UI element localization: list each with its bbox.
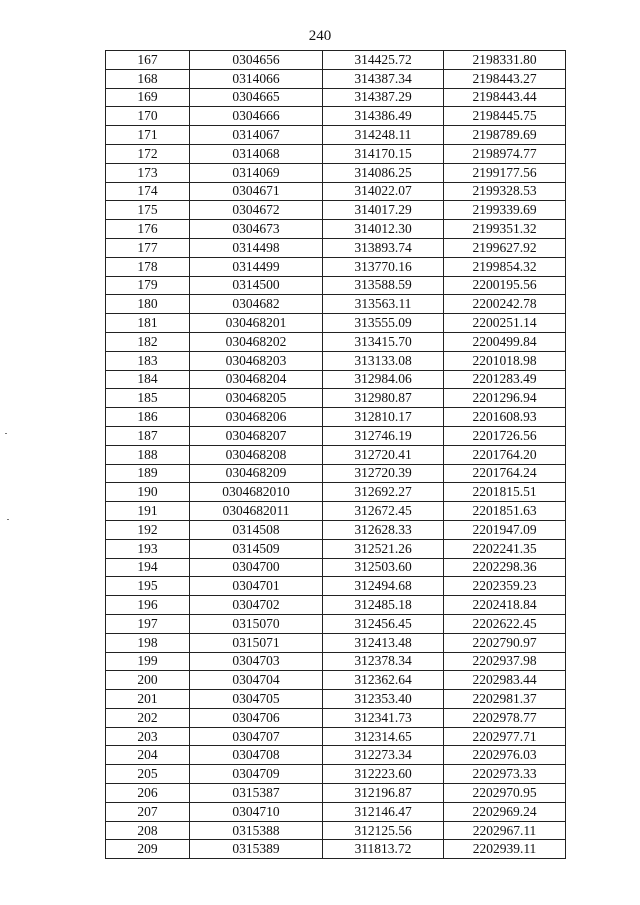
x-coordinate-cell: 312984.06 <box>323 370 444 389</box>
y-coordinate-cell: 2202790.97 <box>444 633 566 652</box>
y-coordinate-cell: 2201947.09 <box>444 520 566 539</box>
point-id-cell: 0304704 <box>190 671 323 690</box>
point-id-cell: 0304706 <box>190 708 323 727</box>
table-row <box>106 389 566 408</box>
table-row <box>106 727 566 746</box>
row-number-cell: 206 <box>106 784 190 803</box>
y-coordinate-cell: 2202977.71 <box>444 727 566 746</box>
point-id-cell: 0314508 <box>190 520 323 539</box>
table-row <box>106 182 566 201</box>
x-coordinate-cell: 314022.07 <box>323 182 444 201</box>
row-number-cell: 208 <box>106 821 190 840</box>
table-row <box>106 464 566 483</box>
y-coordinate-cell: 2200195.56 <box>444 276 566 295</box>
x-coordinate-cell: 312362.64 <box>323 671 444 690</box>
row-number-cell: 188 <box>106 445 190 464</box>
y-coordinate-cell: 2202970.95 <box>444 784 566 803</box>
row-number-cell: 194 <box>106 558 190 577</box>
x-coordinate-cell: 312720.41 <box>323 445 444 464</box>
x-coordinate-cell: 313415.70 <box>323 332 444 351</box>
point-id-cell: 0304682 <box>190 295 323 314</box>
x-coordinate-cell: 314387.34 <box>323 69 444 88</box>
x-coordinate-cell: 312353.40 <box>323 690 444 709</box>
table-row <box>106 351 566 370</box>
row-number-cell: 196 <box>106 596 190 615</box>
row-number-cell: 199 <box>106 652 190 671</box>
x-coordinate-cell: 312413.48 <box>323 633 444 652</box>
x-coordinate-cell: 312273.34 <box>323 746 444 765</box>
point-id-cell: 0315388 <box>190 821 323 840</box>
x-coordinate-cell: 312720.39 <box>323 464 444 483</box>
row-number-cell: 205 <box>106 765 190 784</box>
x-coordinate-cell: 314386.49 <box>323 107 444 126</box>
row-number-cell: 182 <box>106 332 190 351</box>
point-id-cell: 0304682011 <box>190 502 323 521</box>
y-coordinate-cell: 2202969.24 <box>444 802 566 821</box>
x-coordinate-cell: 312810.17 <box>323 408 444 427</box>
x-coordinate-cell: 312485.18 <box>323 596 444 615</box>
point-id-cell: 0304700 <box>190 558 323 577</box>
y-coordinate-cell: 2202983.44 <box>444 671 566 690</box>
row-number-cell: 193 <box>106 539 190 558</box>
x-coordinate-cell: 312521.26 <box>323 539 444 558</box>
y-coordinate-cell: 2202622.45 <box>444 614 566 633</box>
coordinates-table <box>105 50 566 859</box>
row-number-cell: 192 <box>106 520 190 539</box>
x-coordinate-cell: 314086.25 <box>323 163 444 182</box>
point-id-cell: 030468206 <box>190 408 323 427</box>
x-coordinate-cell: 314017.29 <box>323 201 444 220</box>
x-coordinate-cell: 314248.11 <box>323 126 444 145</box>
point-id-cell: 0315071 <box>190 633 323 652</box>
row-number-cell: 171 <box>106 126 190 145</box>
row-number-cell: 186 <box>106 408 190 427</box>
table-row <box>106 51 566 70</box>
row-number-cell: 202 <box>106 708 190 727</box>
table-row <box>106 821 566 840</box>
row-number-cell: 181 <box>106 314 190 333</box>
table-row <box>106 370 566 389</box>
table-row <box>106 614 566 633</box>
point-id-cell: 030468205 <box>190 389 323 408</box>
y-coordinate-cell: 2199177.56 <box>444 163 566 182</box>
y-coordinate-cell: 2199351.32 <box>444 220 566 239</box>
table-row <box>106 784 566 803</box>
y-coordinate-cell: 2202298.36 <box>444 558 566 577</box>
row-number-cell: 170 <box>106 107 190 126</box>
x-coordinate-cell: 312223.60 <box>323 765 444 784</box>
y-coordinate-cell: 2201018.98 <box>444 351 566 370</box>
x-coordinate-cell: 312628.33 <box>323 520 444 539</box>
point-id-cell: 0304702 <box>190 596 323 615</box>
row-number-cell: 169 <box>106 88 190 107</box>
row-number-cell: 168 <box>106 69 190 88</box>
y-coordinate-cell: 2199328.53 <box>444 182 566 201</box>
y-coordinate-cell: 2199627.92 <box>444 238 566 257</box>
row-number-cell: 167 <box>106 51 190 70</box>
row-number-cell: 198 <box>106 633 190 652</box>
table-row <box>106 144 566 163</box>
x-coordinate-cell: 314387.29 <box>323 88 444 107</box>
row-number-cell: 173 <box>106 163 190 182</box>
row-number-cell: 177 <box>106 238 190 257</box>
point-id-cell: 0314500 <box>190 276 323 295</box>
row-number-cell: 197 <box>106 614 190 633</box>
coordinates-table-body <box>106 51 566 859</box>
margin-mark <box>7 519 9 520</box>
row-number-cell: 207 <box>106 802 190 821</box>
point-id-cell: 0304707 <box>190 727 323 746</box>
point-id-cell: 030468201 <box>190 314 323 333</box>
y-coordinate-cell: 2202973.33 <box>444 765 566 784</box>
y-coordinate-cell: 2200251.14 <box>444 314 566 333</box>
x-coordinate-cell: 313893.74 <box>323 238 444 257</box>
y-coordinate-cell: 2199339.69 <box>444 201 566 220</box>
x-coordinate-cell: 312456.45 <box>323 614 444 633</box>
point-id-cell: 0304665 <box>190 88 323 107</box>
row-number-cell: 187 <box>106 426 190 445</box>
row-number-cell: 191 <box>106 502 190 521</box>
table-row <box>106 88 566 107</box>
x-coordinate-cell: 312314.65 <box>323 727 444 746</box>
point-id-cell: 0304710 <box>190 802 323 821</box>
point-id-cell: 030468207 <box>190 426 323 445</box>
table-row <box>106 332 566 351</box>
y-coordinate-cell: 2201726.56 <box>444 426 566 445</box>
table-row <box>106 502 566 521</box>
table-row <box>106 802 566 821</box>
point-id-cell: 030468208 <box>190 445 323 464</box>
point-id-cell: 0314067 <box>190 126 323 145</box>
row-number-cell: 172 <box>106 144 190 163</box>
table-row <box>106 276 566 295</box>
row-number-cell: 180 <box>106 295 190 314</box>
y-coordinate-cell: 2202937.98 <box>444 652 566 671</box>
row-number-cell: 200 <box>106 671 190 690</box>
point-id-cell: 0314509 <box>190 539 323 558</box>
row-number-cell: 201 <box>106 690 190 709</box>
x-coordinate-cell: 312692.27 <box>323 483 444 502</box>
table-row <box>106 314 566 333</box>
point-id-cell: 0304666 <box>190 107 323 126</box>
row-number-cell: 178 <box>106 257 190 276</box>
y-coordinate-cell: 2201296.94 <box>444 389 566 408</box>
table-row <box>106 426 566 445</box>
table-row <box>106 408 566 427</box>
point-id-cell: 0314066 <box>190 69 323 88</box>
table-row <box>106 520 566 539</box>
y-coordinate-cell: 2202967.11 <box>444 821 566 840</box>
row-number-cell: 204 <box>106 746 190 765</box>
y-coordinate-cell: 2201764.24 <box>444 464 566 483</box>
table-row <box>106 708 566 727</box>
table-row <box>106 238 566 257</box>
table-row <box>106 577 566 596</box>
x-coordinate-cell: 312494.68 <box>323 577 444 596</box>
point-id-cell: 0304682010 <box>190 483 323 502</box>
table-row <box>106 765 566 784</box>
point-id-cell: 0314069 <box>190 163 323 182</box>
table-row <box>106 201 566 220</box>
point-id-cell: 0304708 <box>190 746 323 765</box>
point-id-cell: 0304672 <box>190 201 323 220</box>
y-coordinate-cell: 2202978.77 <box>444 708 566 727</box>
y-coordinate-cell: 2202359.23 <box>444 577 566 596</box>
point-id-cell: 0315389 <box>190 840 323 859</box>
y-coordinate-cell: 2199854.32 <box>444 257 566 276</box>
point-id-cell: 030468209 <box>190 464 323 483</box>
x-coordinate-cell: 312746.19 <box>323 426 444 445</box>
y-coordinate-cell: 2201608.93 <box>444 408 566 427</box>
point-id-cell: 0304656 <box>190 51 323 70</box>
x-coordinate-cell: 312341.73 <box>323 708 444 727</box>
row-number-cell: 179 <box>106 276 190 295</box>
table-row <box>106 257 566 276</box>
point-id-cell: 0314499 <box>190 257 323 276</box>
y-coordinate-cell: 2201283.49 <box>444 370 566 389</box>
x-coordinate-cell: 313555.09 <box>323 314 444 333</box>
table-row <box>106 671 566 690</box>
point-id-cell: 0304705 <box>190 690 323 709</box>
y-coordinate-cell: 2202939.11 <box>444 840 566 859</box>
y-coordinate-cell: 2202981.37 <box>444 690 566 709</box>
point-id-cell: 030468203 <box>190 351 323 370</box>
table-row <box>106 633 566 652</box>
x-coordinate-cell: 311813.72 <box>323 840 444 859</box>
x-coordinate-cell: 312672.45 <box>323 502 444 521</box>
table-row <box>106 558 566 577</box>
table-row <box>106 445 566 464</box>
table-row <box>106 220 566 239</box>
table-row <box>106 163 566 182</box>
y-coordinate-cell: 2198974.77 <box>444 144 566 163</box>
y-coordinate-cell: 2198789.69 <box>444 126 566 145</box>
table-row <box>106 746 566 765</box>
table-row <box>106 539 566 558</box>
point-id-cell: 0314498 <box>190 238 323 257</box>
x-coordinate-cell: 312503.60 <box>323 558 444 577</box>
x-coordinate-cell: 312980.87 <box>323 389 444 408</box>
x-coordinate-cell: 314425.72 <box>323 51 444 70</box>
row-number-cell: 195 <box>106 577 190 596</box>
point-id-cell: 0314068 <box>190 144 323 163</box>
point-id-cell: 0304709 <box>190 765 323 784</box>
point-id-cell: 0304673 <box>190 220 323 239</box>
x-coordinate-cell: 312146.47 <box>323 802 444 821</box>
x-coordinate-cell: 313133.08 <box>323 351 444 370</box>
row-number-cell: 184 <box>106 370 190 389</box>
y-coordinate-cell: 2198443.44 <box>444 88 566 107</box>
row-number-cell: 190 <box>106 483 190 502</box>
row-number-cell: 203 <box>106 727 190 746</box>
row-number-cell: 174 <box>106 182 190 201</box>
y-coordinate-cell: 2201764.20 <box>444 445 566 464</box>
x-coordinate-cell: 314170.15 <box>323 144 444 163</box>
row-number-cell: 209 <box>106 840 190 859</box>
point-id-cell: 030468202 <box>190 332 323 351</box>
page-number: 240 <box>308 28 332 44</box>
y-coordinate-cell: 2198445.75 <box>444 107 566 126</box>
x-coordinate-cell: 312125.56 <box>323 821 444 840</box>
point-id-cell: 0304671 <box>190 182 323 201</box>
table-row <box>106 126 566 145</box>
row-number-cell: 175 <box>106 201 190 220</box>
row-number-cell: 183 <box>106 351 190 370</box>
y-coordinate-cell: 2202418.84 <box>444 596 566 615</box>
x-coordinate-cell: 313563.11 <box>323 295 444 314</box>
row-number-cell: 189 <box>106 464 190 483</box>
point-id-cell: 0304701 <box>190 577 323 596</box>
table-row <box>106 69 566 88</box>
x-coordinate-cell: 312378.34 <box>323 652 444 671</box>
y-coordinate-cell: 2200499.84 <box>444 332 566 351</box>
y-coordinate-cell: 2201851.63 <box>444 502 566 521</box>
y-coordinate-cell: 2202976.03 <box>444 746 566 765</box>
margin-mark <box>5 433 7 434</box>
table-row <box>106 652 566 671</box>
table-row <box>106 295 566 314</box>
y-coordinate-cell: 2202241.35 <box>444 539 566 558</box>
y-coordinate-cell: 2200242.78 <box>444 295 566 314</box>
row-number-cell: 176 <box>106 220 190 239</box>
row-number-cell: 185 <box>106 389 190 408</box>
point-id-cell: 0304703 <box>190 652 323 671</box>
y-coordinate-cell: 2198443.27 <box>444 69 566 88</box>
point-id-cell: 030468204 <box>190 370 323 389</box>
x-coordinate-cell: 313588.59 <box>323 276 444 295</box>
point-id-cell: 0315387 <box>190 784 323 803</box>
table-row <box>106 840 566 859</box>
table-row <box>106 690 566 709</box>
y-coordinate-cell: 2198331.80 <box>444 51 566 70</box>
y-coordinate-cell: 2201815.51 <box>444 483 566 502</box>
x-coordinate-cell: 314012.30 <box>323 220 444 239</box>
x-coordinate-cell: 312196.87 <box>323 784 444 803</box>
x-coordinate-cell: 313770.16 <box>323 257 444 276</box>
table-row <box>106 107 566 126</box>
table-row <box>106 596 566 615</box>
point-id-cell: 0315070 <box>190 614 323 633</box>
table-row <box>106 483 566 502</box>
